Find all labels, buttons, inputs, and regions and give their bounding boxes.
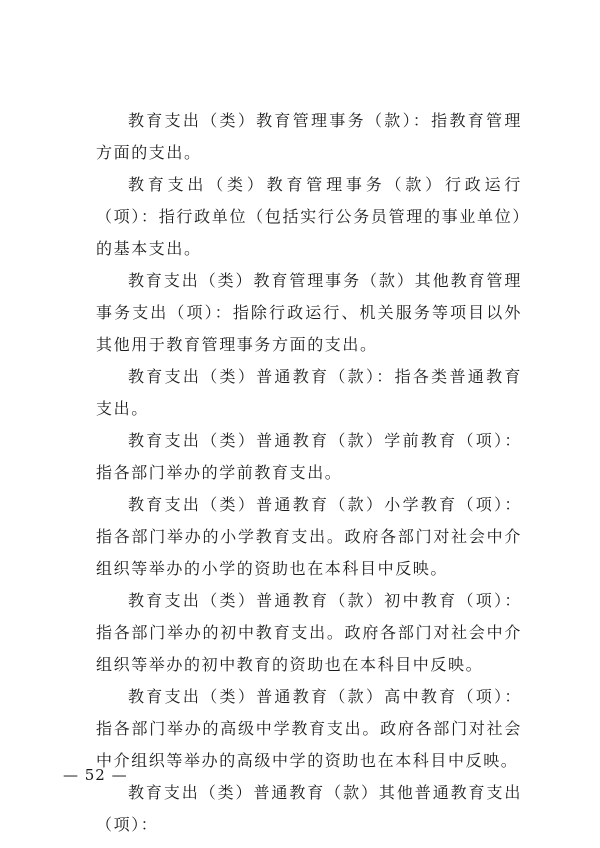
- paragraph: 教育支出（类）普通教育（款）学前教育（项）：指各部门举办的学前教育支出。: [96, 431, 522, 482]
- document-body: [96, 105, 522, 841]
- paragraph: 教育支出（类）普通教育（款）：指各类普通教育支出。: [96, 367, 522, 418]
- paragraph: 教育支出（类）普通教育（款）其他普通教育支出（项）：: [96, 783, 522, 834]
- paragraph: 教育支出（类）教育管理事务（款）：指教育管理方面的支出。: [96, 111, 522, 162]
- paragraph: 教育支出（类）教育管理事务（款）行政运行（项）：指行政单位（包括实行公务员管理的事业单位）的基本支出。: [96, 175, 522, 258]
- page-number: — 52 —: [63, 766, 128, 784]
- paragraph: 教育支出（类）教育管理事务（款）其他教育管理事务支出（项）：指除行政运行、机关服务等项目以外其他用于教育管理事务方面的支出。: [96, 271, 522, 354]
- paragraph: 教育支出（类）普通教育（款）小学教育（项）：指各部门举办的小学教育支出。政府各部门对社会中介组织等举办的小学的资助也在本科目中反映。: [96, 495, 522, 578]
- paragraph: 教育支出（类）普通教育（款）初中教育（项）：指各部门举办的初中教育支出。政府各部门对社会中介组织等举办的初中教育的资助也在本科目中反映。: [96, 591, 522, 674]
- paragraph: 教育支出（类）普通教育（款）高中教育（项）：指各部门举办的高级中学教育支出。政府各部门对社会中介组织等举办的高级中学的资助也在本科目中反映。: [96, 687, 522, 770]
